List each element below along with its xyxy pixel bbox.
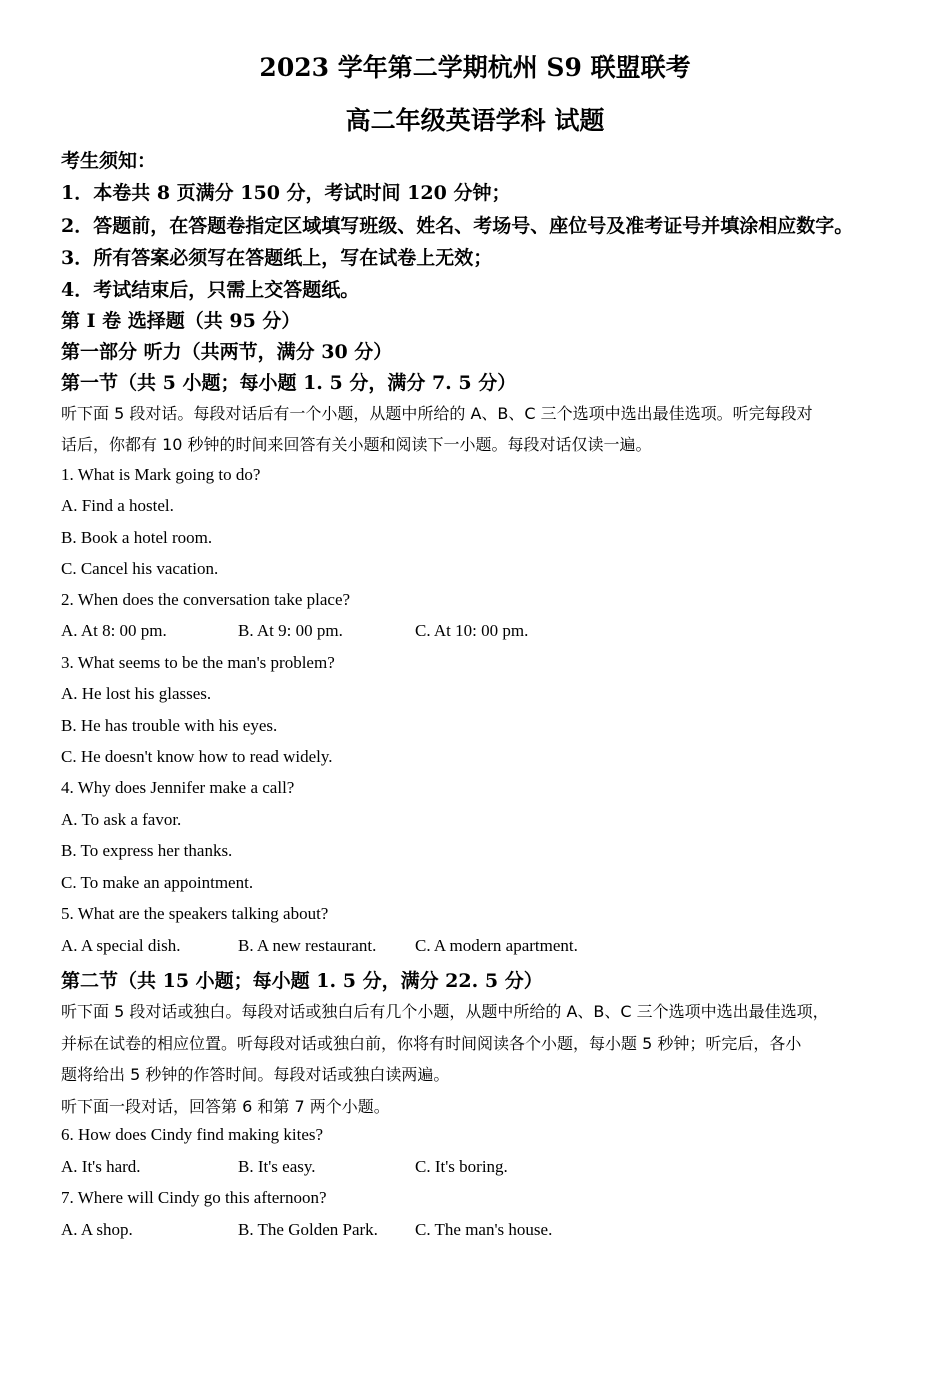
question-option: C. Cancel his vacation. xyxy=(61,559,219,578)
question-stem: 7. Where will Cindy go this afternoon? xyxy=(61,1188,327,1207)
section1-instruction: 话后，你都有 10 秒钟的时间来回答有关小题和阅读下一小题。每段对话仅读一遍。 xyxy=(61,435,652,454)
notice-item: 2．答题前，在答题卷指定区域填写班级、姓名、考场号、座位号及准考证号并填涂相应数字。 xyxy=(61,215,854,237)
question-option: A. He lost his glasses. xyxy=(61,684,212,703)
part-heading: 第一部分 听力（共两节，满分 30 分） xyxy=(61,341,393,363)
question-option: C. The man's house. xyxy=(415,1220,553,1239)
question-stem: 1. What is Mark going to do? xyxy=(61,465,261,484)
section2-prompt: 听下面一段对话，回答第 6 和第 7 两个小题。 xyxy=(61,1097,390,1116)
question-stem: 4. Why does Jennifer make a call? xyxy=(61,778,295,797)
notice-item: 4．考试结束后，只需上交答题纸。 xyxy=(61,279,360,301)
question-option: A. At 8: 00 pm. xyxy=(61,621,167,640)
question-option: C. To make an appointment. xyxy=(61,873,254,892)
notice-item: 1．本卷共 8 页满分 150 分，考试时间 120 分钟； xyxy=(61,182,511,204)
section2-instruction: 听下面 5 段对话或独白。每段对话或独白后有几个小题，从题中所给的 A、B、C 三个选项中选出最佳选项， xyxy=(61,1002,829,1021)
question-option: B. It's easy. xyxy=(238,1157,316,1176)
notice-item: 3．所有答案必须写在答题纸上，写在试卷上无效； xyxy=(61,247,493,269)
question-stem: 2. When does the conversation take place? xyxy=(61,590,351,609)
question-stem: 3. What seems to be the man's problem? xyxy=(61,653,335,672)
volume-heading: 第 I 卷 选择题（共 95 分） xyxy=(61,310,301,332)
section2-instruction: 题将给出 5 秒钟的作答时间。每段对话或独白读两遍。 xyxy=(61,1065,450,1084)
question-option: C. At 10: 00 pm. xyxy=(415,621,529,640)
question-option: B. A new restaurant. xyxy=(238,936,377,955)
question-stem: 6. How does Cindy find making kites? xyxy=(61,1125,324,1144)
question-option: B. Book a hotel room. xyxy=(61,528,213,547)
section1-heading: 第一节（共 5 小题；每小题 1. 5 分，满分 7. 5 分） xyxy=(61,372,517,394)
question-option: C. He doesn't know how to read widely. xyxy=(61,747,333,766)
question-stem: 5. What are the speakers talking about? xyxy=(61,904,329,923)
question-option: C. A modern apartment. xyxy=(415,936,578,955)
question-option: B. He has trouble with his eyes. xyxy=(61,716,278,735)
section2-heading: 第二节（共 15 小题；每小题 1. 5 分，满分 22. 5 分） xyxy=(61,970,543,992)
question-option: B. The Golden Park. xyxy=(238,1220,378,1239)
exam-subtitle: 高二年级英语学科 试题 xyxy=(345,106,605,135)
question-option: A. It's hard. xyxy=(61,1157,141,1176)
question-option: C. It's boring. xyxy=(415,1157,508,1176)
section2-instruction: 并标在试卷的相应位置。听每段对话或独白前，你将有时间阅读各个小题，每小题 5 秒钟；听完后，各小 xyxy=(61,1034,802,1053)
question-option: A. A special dish. xyxy=(61,936,181,955)
question-option: B. At 9: 00 pm. xyxy=(238,621,343,640)
question-option: A. A shop. xyxy=(61,1220,133,1239)
question-option: A. To ask a favor. xyxy=(61,810,182,829)
notice-heading: 考生须知： xyxy=(61,150,157,172)
exam-title: 2023 学年第二学期杭州 S9 联盟联考 xyxy=(259,53,691,82)
section1-instruction: 听下面 5 段对话。每段对话后有一个小题，从题中所给的 A、B、C 三个选项中选出最佳选项。听完每段对 xyxy=(61,404,813,423)
question-option: B. To express her thanks. xyxy=(61,841,233,860)
question-option: A. Find a hostel. xyxy=(61,496,174,515)
